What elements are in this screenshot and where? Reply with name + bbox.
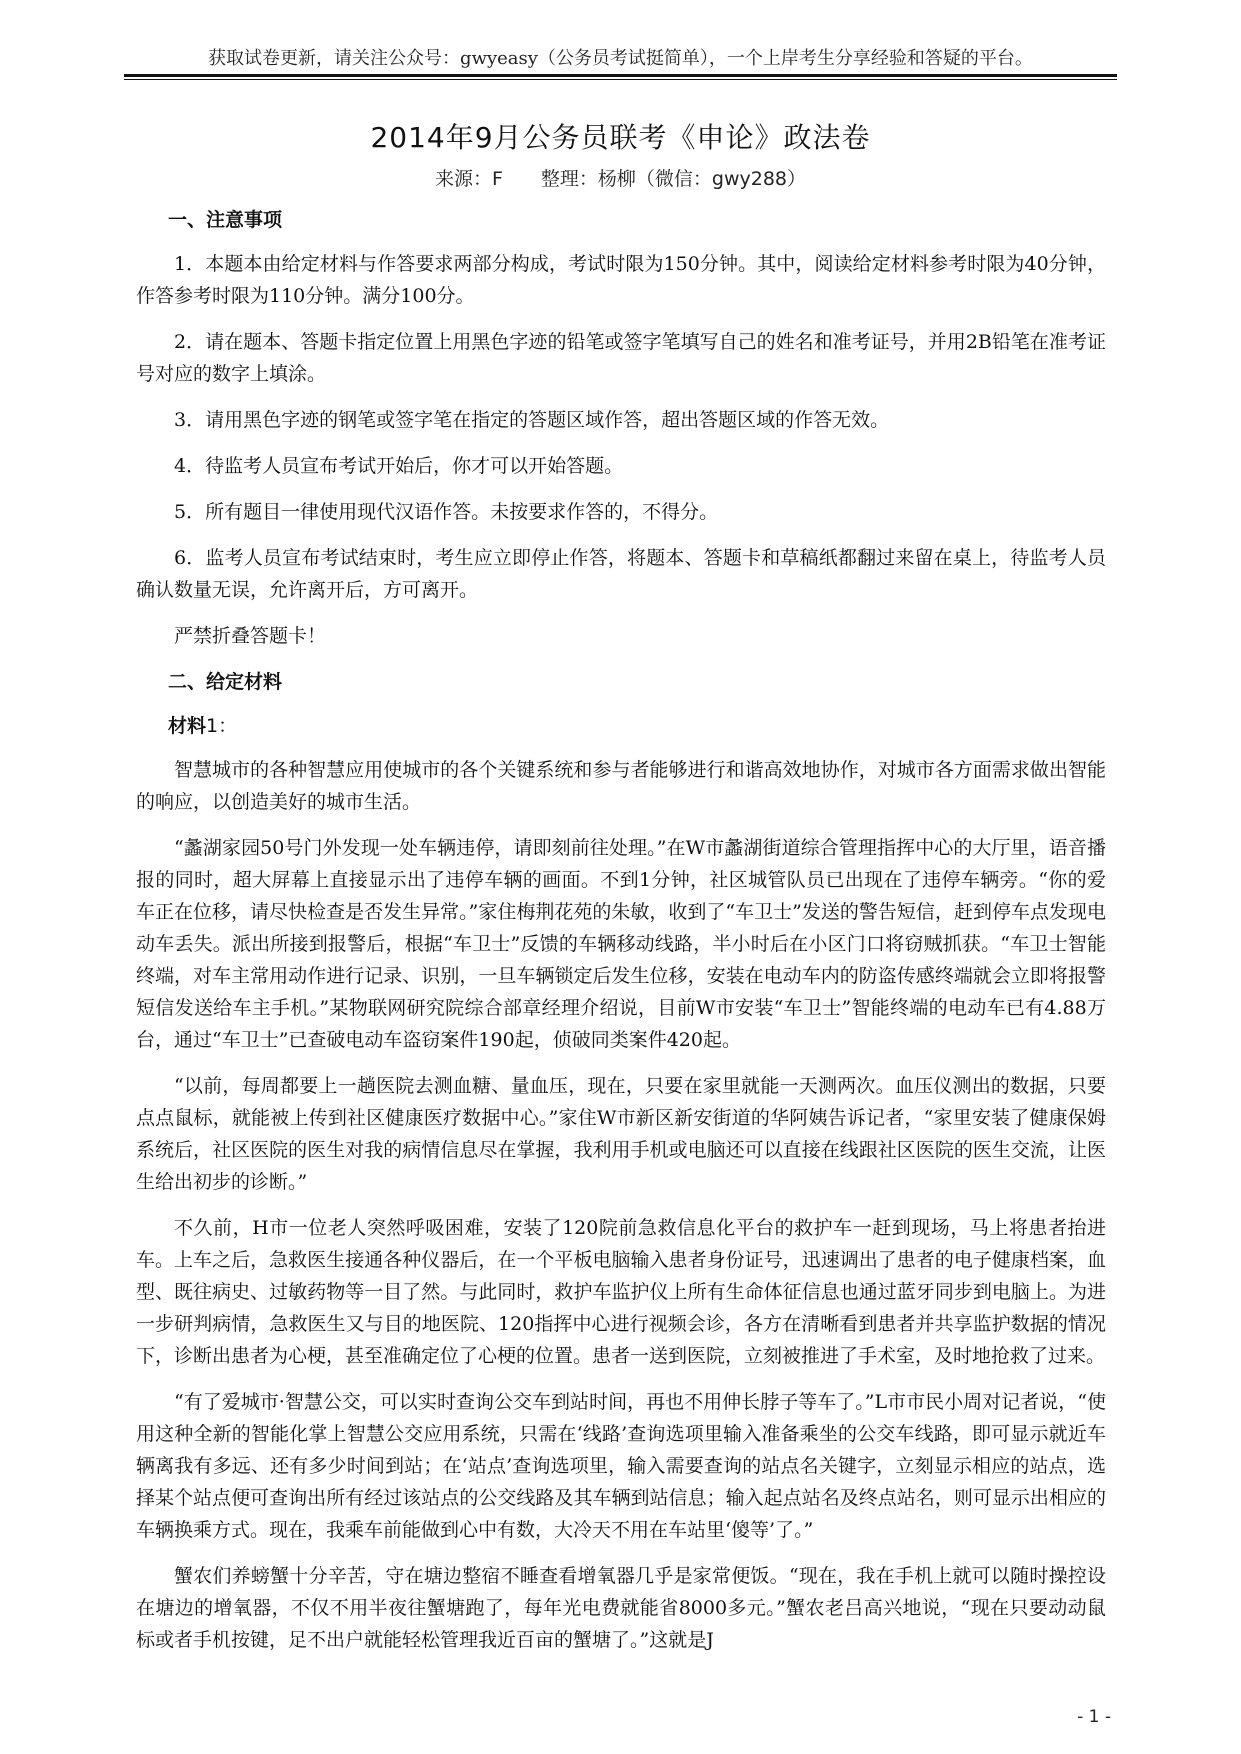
header-note: 获取试卷更新，请关注公众号：gwyeasy（公务员考试挺简单），一个上岸考生分享经验和答疑的平台。 [208, 48, 1033, 69]
material-paragraph: 不久前，H市一位老人突然呼吸困难，安装了120院前急救信息化平台的救护车一赶到现场，马上将患者抬进车。上车之后，急救医生接通各种仪器后，在一个平板电脑输入患者身份证号，迅速调出了患者的电子健康档案，血型、既往病史、过敏药物等一目了然。与此同时，救护车监护仪上所有生命体征信息也通过蓝牙同步到电脑上。为进一步研判病情，急救医生又与目的地医院、120指挥中心进行视频会诊，各方在清晰看到患者并共享监护数据的情况下，诊断出患者为心梗，甚至准确定位了心梗的位置。患者一送到医院，立刻被推进了手术室，及时地抢救了过来。 [136, 1217, 1106, 1367]
header-rule-thin [124, 79, 1117, 80]
note-item: 5．所有题目一律使用现代汉语作答。未按要求作答的，不得分。 [174, 501, 719, 523]
note-item: 6．监考人员宣布考试结束时，考生应立即停止作答，将题本、答题卡和草稿纸都翻过来留在桌上，待监考人员确认数量无误，允许离开后，方可离开。 [136, 547, 1106, 601]
section-heading-notes: 一、注意事项 [168, 209, 283, 231]
note-item: 2．请在题本、答题卡指定位置上用黑色字迹的铅笔或签字笔填写自己的姓名和准考证号，并用2B铅笔在准考证号对应的数字上填涂。 [136, 331, 1106, 385]
material-heading [168, 710, 1106, 742]
document-title: 2014年9月公务员联考《申论》政法卷 [370, 121, 871, 154]
header-rule-thick [124, 74, 1117, 77]
note-item: 3．请用黑色字迹的钢笔或签字笔在指定的答题区域作答，超出答题区域的作答无效。 [174, 409, 890, 431]
source-line: 来源：F 整理：杨柳（微信：gwy288） [434, 168, 807, 190]
material-paragraph: 蟹农们养螃蟹十分辛苦，守在塘边整宿不睡查看增氧器几乎是家常便饭。“现在，我在手机上就可以随时操控设在塘边的增氧器，不仅不用半夜往蟹塘跑了，每年光电费就能省8000多元。”蟹农老吕高兴地说，“现在只要动动鼠标或者手机按键，足不出户就能轻松管理我近百亩的蟹塘了。”这就是J [136, 1565, 1106, 1651]
material-label: 材料 [168, 715, 207, 737]
note-item: 4．待监考人员宣布考试开始后，你才可以开始答题。 [174, 455, 624, 477]
material-paragraph: 智慧城市的各种智慧应用使城市的各个关键系统和参与者能够进行和谐高效地协作，对城市各方面需求做出智能的响应，以创造美好的城市生活。 [136, 759, 1106, 813]
material-paragraph: “有了爱城市·智慧公交，可以实时查询公交车到站时间，再也不用伸长脖子等车了。”L市市民小周对记者说，“使用这种全新的智能化掌上智慧公交应用系统，只需在‘线路’查询选项里输入准备乘坐的公交车线路，即可显示就近车辆离我有多远、还有多少时间到站；在‘站点’查询选项里，输入需要查询的站点名关键字，立刻显示相应的站点，选择某个站点便可查询出所有经过该站点的公交线路及其车辆到站信息；输入起点站名及终点站名，则可显示出相应的车辆换乘方式。现在，我乘车前能做到心中有数，大冷天不用在车站里‘傻等’了。” [136, 1391, 1106, 1541]
note-item: 1．本题本由给定材料与作答要求两部分构成，考试时限为150分钟。其中，阅读给定材料参考时限为40分钟，作答参考时限为110分钟。满分100分。 [136, 253, 1106, 307]
section-heading-materials: 二、给定材料 [168, 671, 283, 693]
document-body [136, 204, 1106, 1670]
page-number: - 1 - [1077, 1707, 1111, 1727]
material-number: 1： [206, 715, 238, 737]
material-paragraph: “以前，每周都要上一趟医院去测血糖、量血压，现在，只要在家里就能一天测两次。血压仪测出的数据，只要点点鼠标，就能被上传到社区健康医疗数据中心。”家住W市新区新安街道的华阿姨告诉记者，“家里安装了健康保姆系统后，社区医院的医生对我的病情信息尽在掌握，我利用手机或电脑还可以直接在线跟社区医院的医生交流，让医生给出初步的诊断。” [136, 1075, 1106, 1193]
material-paragraph: “蠡湖家园50号门外发现一处车辆违停，请即刻前往处理。”在W市蠡湖街道综合管理指挥中心的大厅里，语音播报的同时，超大屏幕上直接显示出了违停车辆的画面。不到1分钟，社区城管队员已出现在了违停车辆旁。“你的爱车正在位移，请尽快检查是否发生异常。”家住梅荆花苑的朱敏，收到了“车卫士”发送的警告短信，赶到停车点发现电动车丢失。派出所接到报警后，根据“车卫士”反馈的车辆移动线路，半小时后在小区门口将窃贼抓获。“车卫士智能终端，对车主常用动作进行记录、识别，一旦车辆锁定后发生位移，安装在电动车内的防盗传感终端就会立即将报警短信发送给车主手机。”某物联网研究院综合部章经理介绍说，目前W市安装“车卫士”智能终端的电动车已有4.88万台，通过“车卫士”已查破电动车盗窃案件190起，侦破同类案件420起。 [136, 837, 1106, 1051]
note-warning: 严禁折叠答题卡！ [174, 625, 327, 647]
